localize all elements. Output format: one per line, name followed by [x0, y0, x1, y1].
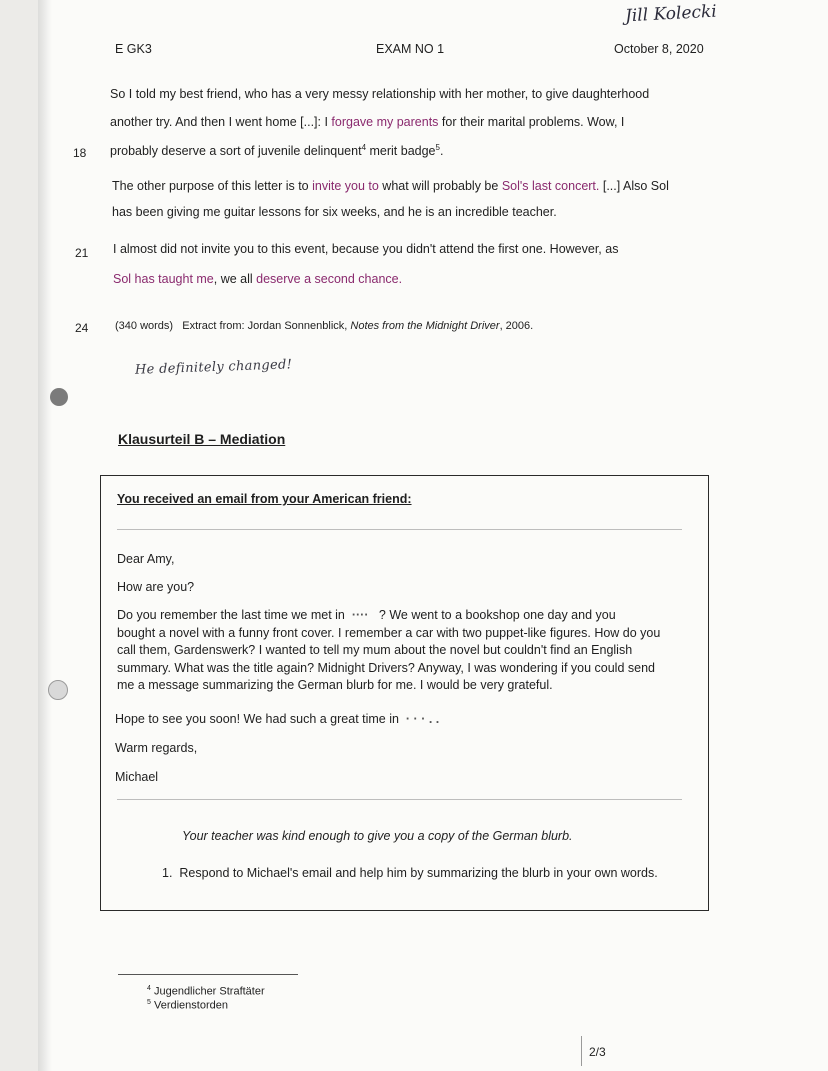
line-number: 24 — [75, 321, 89, 335]
line-number: 21 — [75, 246, 89, 260]
highlighted-text: forgave my parents — [331, 115, 439, 129]
page-number-divider — [581, 1036, 582, 1066]
footnote-ref: 5 — [435, 143, 440, 152]
punch-hole-top — [50, 388, 68, 406]
email-body-line: Do you remember the last time we met in ···· ? We went to a bookshop one day and you — [117, 608, 616, 622]
task-text: Respond to Michael's email and help him by summarizing the blurb in your own words. — [179, 866, 658, 880]
redacted-place: · · · . . — [405, 712, 440, 726]
highlighted-text: Sol's last concert. — [501, 179, 600, 193]
email-body-line: call them, Gardenswerk? I wanted to tell my mum about the novel but couldn't find an English — [117, 643, 633, 657]
footnote: $^5$ Verdienstorden — [147, 999, 228, 1012]
highlighted-text: invite you to — [312, 179, 379, 193]
excerpt-line: probably deserve a sort of juvenile delinquent$^4$ merit badge$^5$. — [110, 143, 444, 159]
footnote: $^4$ Jugendlicher Straftäter — [147, 985, 265, 998]
highlighted-text: deserve a second chance. — [256, 272, 403, 286]
excerpt-line: I almost did not invite you to this event, because you didn't attend the first one. However, as — [113, 242, 619, 256]
line-number: 18 — [73, 146, 87, 160]
excerpt-line: So I told my best friend, who has a very messy relationship with her mother, to give daughterhood — [110, 87, 650, 101]
email-body-line: summary. What was the title again? Midnight Drivers? Anyway, I was wondering if you could send — [117, 660, 655, 675]
teacher-note: Your teacher was kind enough to give you a copy of the German blurb. — [182, 829, 573, 843]
email-greeting: Dear Amy, — [117, 552, 175, 566]
email-regards: Warm regards, — [115, 741, 198, 755]
email-body — [117, 607, 707, 695]
highlighted-text: Sol has taught me — [113, 272, 214, 286]
divider — [117, 799, 682, 800]
task-number: 1. — [162, 866, 173, 880]
page-edge-shadow — [38, 0, 52, 1071]
email-question: How are you? — [117, 580, 195, 594]
email-body-line: bought a novel with a funny front cover. I remember a car with two puppet-like figures. How do you — [117, 625, 661, 640]
divider — [117, 529, 682, 530]
exam-date: October 8, 2020 — [614, 42, 704, 56]
excerpt-line: another try. And then I went home [...]: I forgave my parents for their marital problems. Wow, I — [110, 115, 625, 129]
email-closing: Hope to see you soon! We had such a great time in · · · . . — [115, 712, 440, 726]
excerpt-line: Sol has taught me, we all deserve a second chance. — [113, 272, 403, 286]
footnote-ref: 4 — [361, 143, 367, 152]
exam-number: EXAM NO 1 — [376, 42, 445, 56]
student-signature: Jill Kolecki — [624, 1, 718, 27]
source-book-title: Notes from the Midnight Driver — [350, 320, 500, 332]
task-item — [162, 866, 658, 880]
handwritten-note: He definitely changed! — [134, 357, 293, 378]
section-title: Klausurteil B – Mediation — [118, 431, 286, 447]
email-body-line: me a message summarizing the German blurb for me. I would be very grateful. — [117, 678, 553, 692]
redacted-place: ···· — [351, 608, 369, 622]
punch-hole-bottom — [48, 680, 68, 700]
source-citation: (340 words) Extract from: Jordan Sonnenblick, Notes from the Midnight Driver, 2006. — [115, 320, 534, 332]
excerpt-line: The other purpose of this letter is to invite you to what will probably be Sol's last concert. [...] Also Sol — [112, 179, 669, 193]
footnote-divider — [118, 974, 298, 975]
page-number: 2/3 — [589, 1045, 606, 1059]
excerpt-line: has been giving me guitar lessons for six weeks, and he is an incredible teacher. — [112, 205, 557, 219]
email-intro: You received an email from your American friend: — [117, 492, 412, 506]
email-sender: Michael — [115, 770, 159, 784]
course-code: E GK3 — [115, 42, 152, 56]
